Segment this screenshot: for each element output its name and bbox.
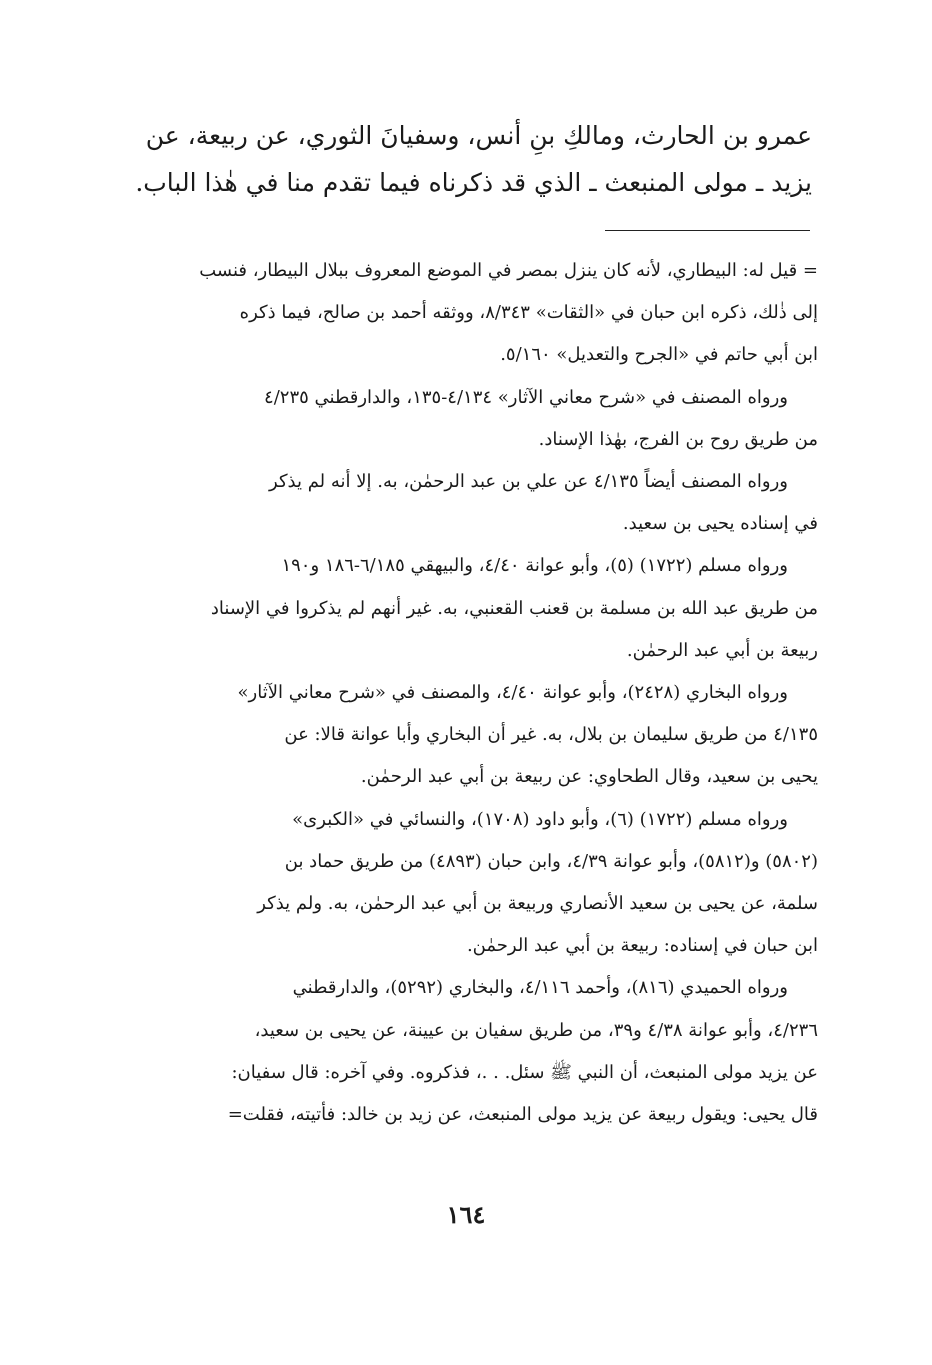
footnote-line: ٤/٢٣٦، وأبو عوانة ٤/٣٨ و٣٩، من طريق سفيان بن عيينة، عن يحيى بن سعيد، <box>254 1019 818 1041</box>
footnote-line: من طريق روح بن الفرج، بهٰذا الإسناد. <box>538 428 818 450</box>
footnote-line: سلمة، عن يحيى بن سعيد الأنصاري وربيعة بن أبي عبد الرحمٰن، به. ولم يذكر <box>257 893 818 915</box>
footnote-divider <box>605 230 810 231</box>
footnote-line: ورواه مسلم (١٧٢٢) (٦)، وأبو داود (١٧٠٨)، والنسائي في «الكبرى» <box>292 808 788 830</box>
footnote-paragraph <box>100 672 818 799</box>
footnote-line: قال يحيى: ويقول ربيعة عن يزيد مولى المنبعث، عن زيد بن خالد: فأتيته، فقلت= <box>227 1104 818 1126</box>
page-number: ١٦٤ <box>446 1200 486 1229</box>
footnote-line: عن يزيد مولى المنبعث، أن النبي ﷺ سئل. . .، فذكروه. وفي آخره: قال سفيان: <box>231 1061 818 1083</box>
main-line: عمرو بن الحارث، ومالكِ بنِ أنس، وسفيانَ الثوري، عن ربيعة، عن <box>145 121 812 150</box>
footnote-line: = قيل له: البيطاري، لأنه كان ينزل بمصر في الموضع المعروف ببلال البيطار، فنسب <box>199 260 818 281</box>
footnote-line: ورواه مسلم (١٧٢٢) (٥)، وأبو عوانة ٤/٤٠، والبيهقي ٦/١٨٥-١٨٦ و١٩٠ <box>281 555 788 577</box>
footnote-paragraph <box>100 250 818 377</box>
footnote-paragraph <box>100 545 818 672</box>
footnote-line: (٥٨٠٢) و(٥٨١٢)، وأبو عوانة ٤/٣٩، وابن حبان (٤٨٩٣) من طريق حماد بن <box>284 850 818 872</box>
footnote-paragraph <box>100 377 818 461</box>
footnote-paragraph <box>100 799 818 968</box>
main-line: يزيد ـ مولى المنبعث ـ الذي قد ذكرناه فيما تقدم منا في هٰذا الباب. <box>135 168 812 197</box>
footnote-line: ربيعة بن أبي عبد الرحمٰن. <box>626 639 818 661</box>
footnote-line: ورواه البخاري (٢٤٢٨)، وأبو عوانة ٤/٤٠، والمصنف في «شرح معاني الآثار» <box>237 682 788 704</box>
footnote-line: ابن أبي حاتم في «الجرح والتعديل» ٥/١٦٠. <box>500 344 818 366</box>
footnote-line: إلى ذٰلك، ذكره ابن حبان في «الثقات» ٨/٣٤٣، ووثقه أحمد بن صالح، فيما ذكره <box>239 302 818 324</box>
footnote-paragraph <box>100 967 818 1136</box>
footnote-line: ٤/١٣٥ من طريق سليمان بن بلال، به. غير أن البخاري وأبا عوانة قالا: عن <box>284 724 818 746</box>
footnote-line: يحيى بن سعيد، وقال الطحاوي: عن ربيعة بن أبي عبد الرحمٰن. <box>360 766 818 788</box>
footnote-line: من طريق عبد الله بن مسلمة بن قعنب القعنبي، به. غير أنهم لم يذكروا في الإسناد <box>210 597 818 619</box>
footnote-line: ابن حبان في إسناده: ربيعة بن أبي عبد الرحمٰن. <box>466 935 818 957</box>
footnote-line: ورواه المصنف أيضاً ٤/١٣٥ عن علي بن عبد الرحمٰن، به. إلا أنه لم يذكر <box>269 471 788 493</box>
footnote-paragraph <box>100 461 818 545</box>
footnote-line: في إسناده يحيى بن سعيد. <box>622 513 818 535</box>
footnote-line: ورواه المصنف في «شرح معاني الآثار» ٤/١٣٤-١٣٥، والدارقطني ٤/٢٣٥ <box>264 386 788 408</box>
footnotes <box>100 250 818 1136</box>
main-text <box>100 112 812 206</box>
footnote-line: ورواه الحميدي (٨١٦)، وأحمد ٤/١١٦، والبخاري (٥٢٩٢)، والدارقطني <box>292 977 788 999</box>
